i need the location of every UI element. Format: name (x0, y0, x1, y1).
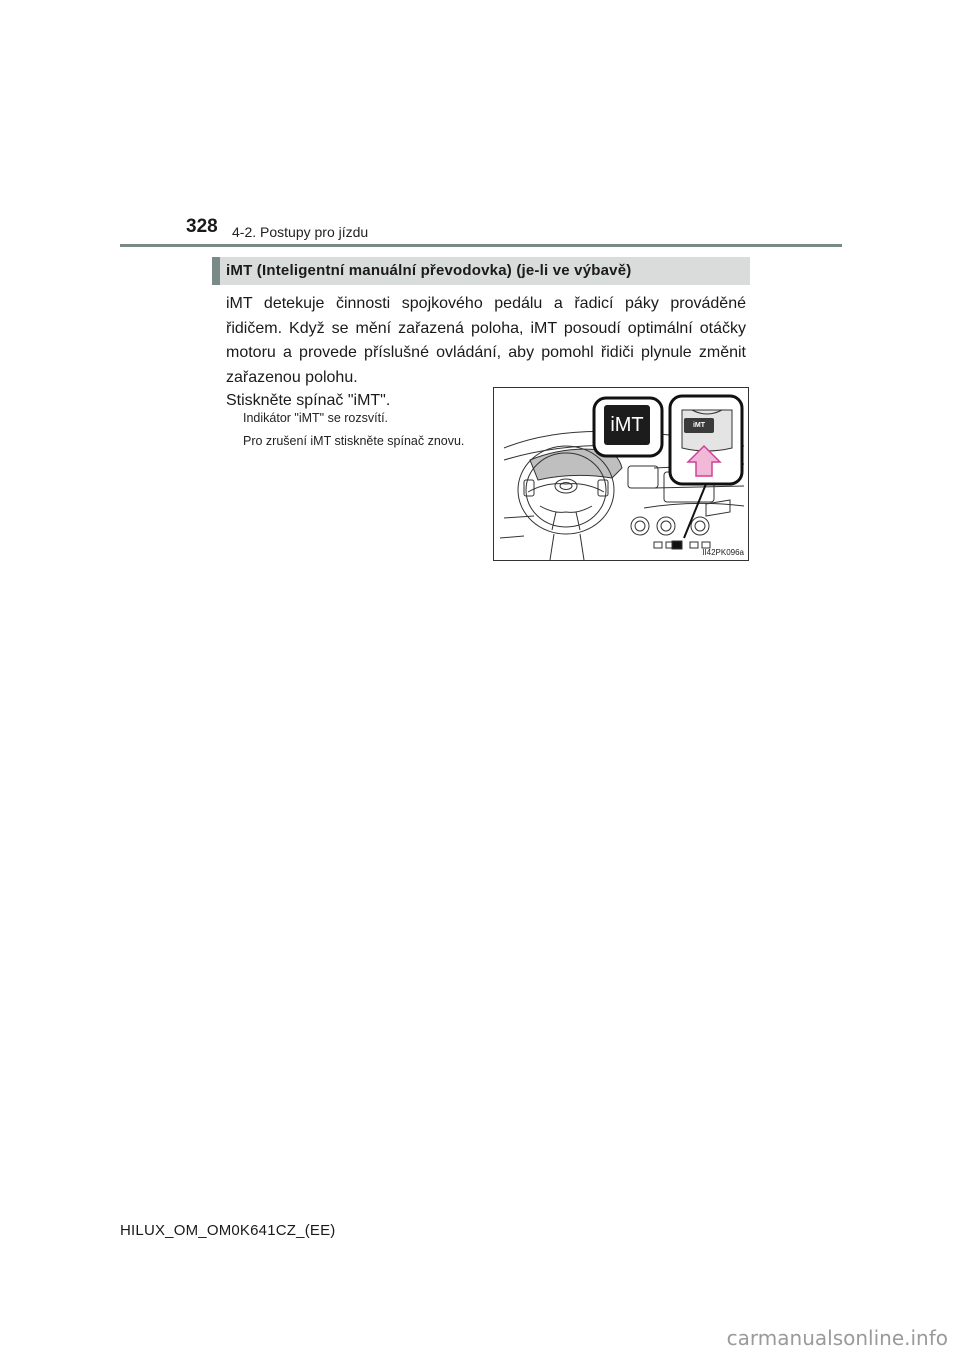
section-title: iMT (Inteligentní manuální převodovka) (je-li ve výbavě) (226, 262, 632, 279)
header-rule (120, 244, 842, 247)
body-paragraph: iMT detekuje činnosti spojkového pedálu a řadicí páky prováděné řidičem. Když se mění zařazená poloha, iMT posoudí optimální otáčky motoru a provede příslušné ovládání, aby pomohl řidiči plynule změnit zařazenou polohu. (226, 295, 746, 386)
imt-switch-button[interactable]: iMT (684, 418, 714, 433)
step-instruction: Stiskněte spínač "iMT". (226, 392, 391, 409)
page-number: 328 (186, 216, 218, 237)
figure-code: II42PK096a (702, 548, 744, 557)
watermark[interactable]: carmanualsonline.info (726, 1326, 948, 1350)
footer-doc-code: HILUX_OM_OM0K641CZ_(EE) (120, 1222, 336, 1239)
section-header: 4-2. Postupy pro jízdu (232, 224, 369, 240)
imt-indicator-icon: iMT (604, 405, 650, 445)
section-title-bar (212, 257, 750, 285)
note-indicator: Indikátor "iMT" se rozsvítí. (243, 411, 389, 425)
note-cancel: Pro zrušení iMT stiskněte spínač znovu. (243, 434, 465, 448)
title-accent (212, 257, 220, 285)
